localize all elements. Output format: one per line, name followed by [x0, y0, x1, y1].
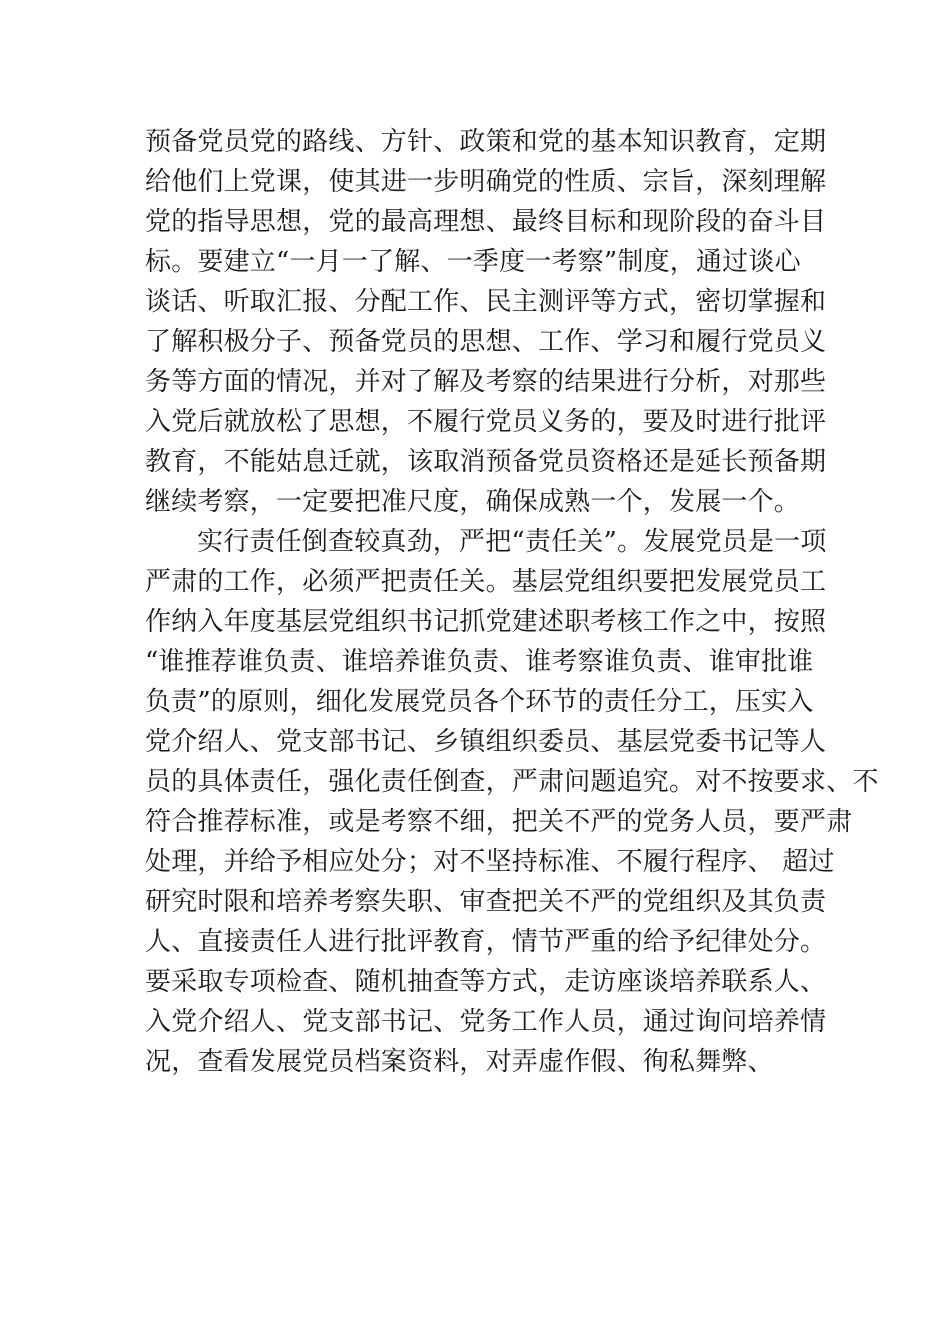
text-line: 要采取专项检查、随机抽查等方式，走访座谈培养联系人、 [145, 967, 827, 997]
text-line: 员的具体责任，强化责任倒查，严肃问题追究。对不按要求、不 [145, 767, 879, 797]
text-line: 入党介绍人、党支部书记、党务工作人员，通过询问培养情 [145, 1007, 827, 1037]
text-line: 况，查看发展党员档案资料，对弄虚作假、徇私舞弊、 [145, 1047, 774, 1077]
text-line: 党介绍人、党支部书记、乡镇组织委员、基层党委书记等人 [145, 727, 827, 757]
text-line: 预备党员党的路线、方针、政策和党的基本知识教育，定期 [145, 127, 827, 157]
text-line: 党的指导思想，党的最高理想、最终目标和现阶段的奋斗目 [145, 207, 827, 237]
text-line: 研究时限和培养考察失职、审查把关不严的党组织及其负责 [145, 887, 827, 917]
text-line: 人、直接责任人进行批评教育，情节严重的给予纪律处分。 [145, 927, 827, 957]
text-line: 务等方面的情况，并对了解及考察的结果进行分析，对那些 [145, 367, 827, 397]
text-line: 作纳入年度基层党组织书记抓党建述职考核工作之中，按照 [145, 607, 827, 637]
text-line: 教育，不能姑息迁就，该取消预备党员资格还是延长预备期 [145, 447, 827, 477]
paragraph-start-line: 实行责任倒查较真劲，严把“责任关”。发展党员是一项 [197, 527, 827, 557]
text-line: 谈话、听取汇报、分配工作、民主测评等方式，密切掌握和 [145, 287, 827, 317]
text-line: 处理，并给予相应处分；对不坚持标准、不履行程序、 超过 [145, 847, 835, 877]
text-line: “谁推荐谁负责、谁培养谁负责、谁考察谁负责、谁审批谁 [145, 647, 814, 677]
text-line: 继续考察，一定要把准尺度，确保成熟一个，发展一个。 [145, 487, 801, 517]
text-line: 入党后就放松了思想，不履行党员义务的，要及时进行批评 [145, 407, 827, 437]
body-text [145, 122, 879, 1082]
text-line: 了解积极分子、预备党员的思想、工作、学习和履行党员义 [145, 327, 827, 357]
text-line: 负责”的原则，细化发展党员各个环节的责任分工，压实入 [145, 687, 814, 717]
text-line: 符合推荐标准，或是考察不细，把关不严的党务人员，要严肃 [145, 807, 853, 837]
text-line: 标。要建立“一月一了解、一季度一考察”制度，通过谈心 [145, 247, 801, 277]
text-line: 严肃的工作，必须严把责任关。基层党组织要把发展党员工 [145, 567, 827, 597]
text-line: 给他们上党课，使其进一步明确党的性质、宗旨，深刻理解 [145, 167, 827, 197]
